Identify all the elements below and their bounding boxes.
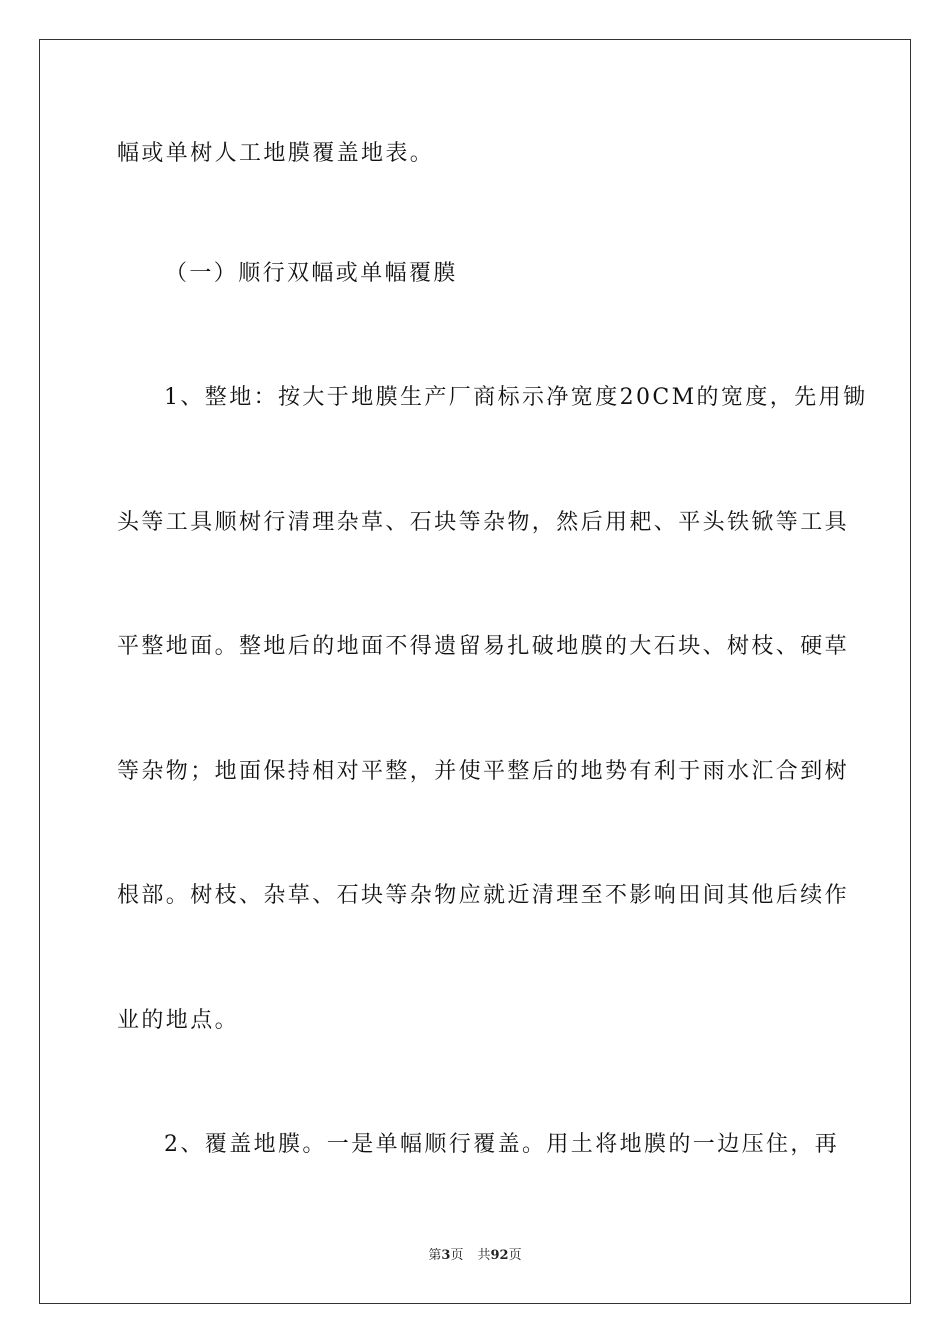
paragraph-line-6: 等杂物；地面保持相对平整，并使平整后的地势有利于雨水汇合到树 (117, 759, 850, 784)
total-suffix: 页 (508, 1248, 522, 1263)
paragraph-line-3: 1、整地：按大于地膜生产厂商标示净宽度20CM的宽度，先用锄 (164, 385, 868, 410)
total-pages: 92 (490, 1248, 509, 1263)
paragraph-line-1: 幅或单树人工地膜覆盖地表。 (117, 141, 435, 166)
paragraph-line-7: 根部。树枝、杂草、石块等杂物应就近清理至不影响田间其他后续作 (117, 883, 850, 908)
paragraph-line-8: 业的地点。 (117, 1008, 240, 1033)
total-prefix: 共 (477, 1248, 491, 1263)
paragraph-line-4: 头等工具顺树行清理杂草、石块等杂物，然后用耙、平头铁锨等工具 (117, 510, 850, 535)
paragraph-line-5: 平整地面。整地后的地面不得遗留易扎破地膜的大石块、树枝、硬草 (117, 634, 850, 659)
section-heading: （一）顺行双幅或单幅覆膜 (165, 261, 458, 286)
page-prefix: 第 (428, 1248, 442, 1263)
page-footer (0, 1247, 950, 1265)
page-number: 3 (441, 1248, 451, 1263)
page-suffix: 页 (450, 1248, 464, 1263)
page-border (39, 39, 911, 1304)
paragraph-line-9: 2、覆盖地膜。一是单幅顺行覆盖。用土将地膜的一边压住，再 (164, 1132, 840, 1157)
